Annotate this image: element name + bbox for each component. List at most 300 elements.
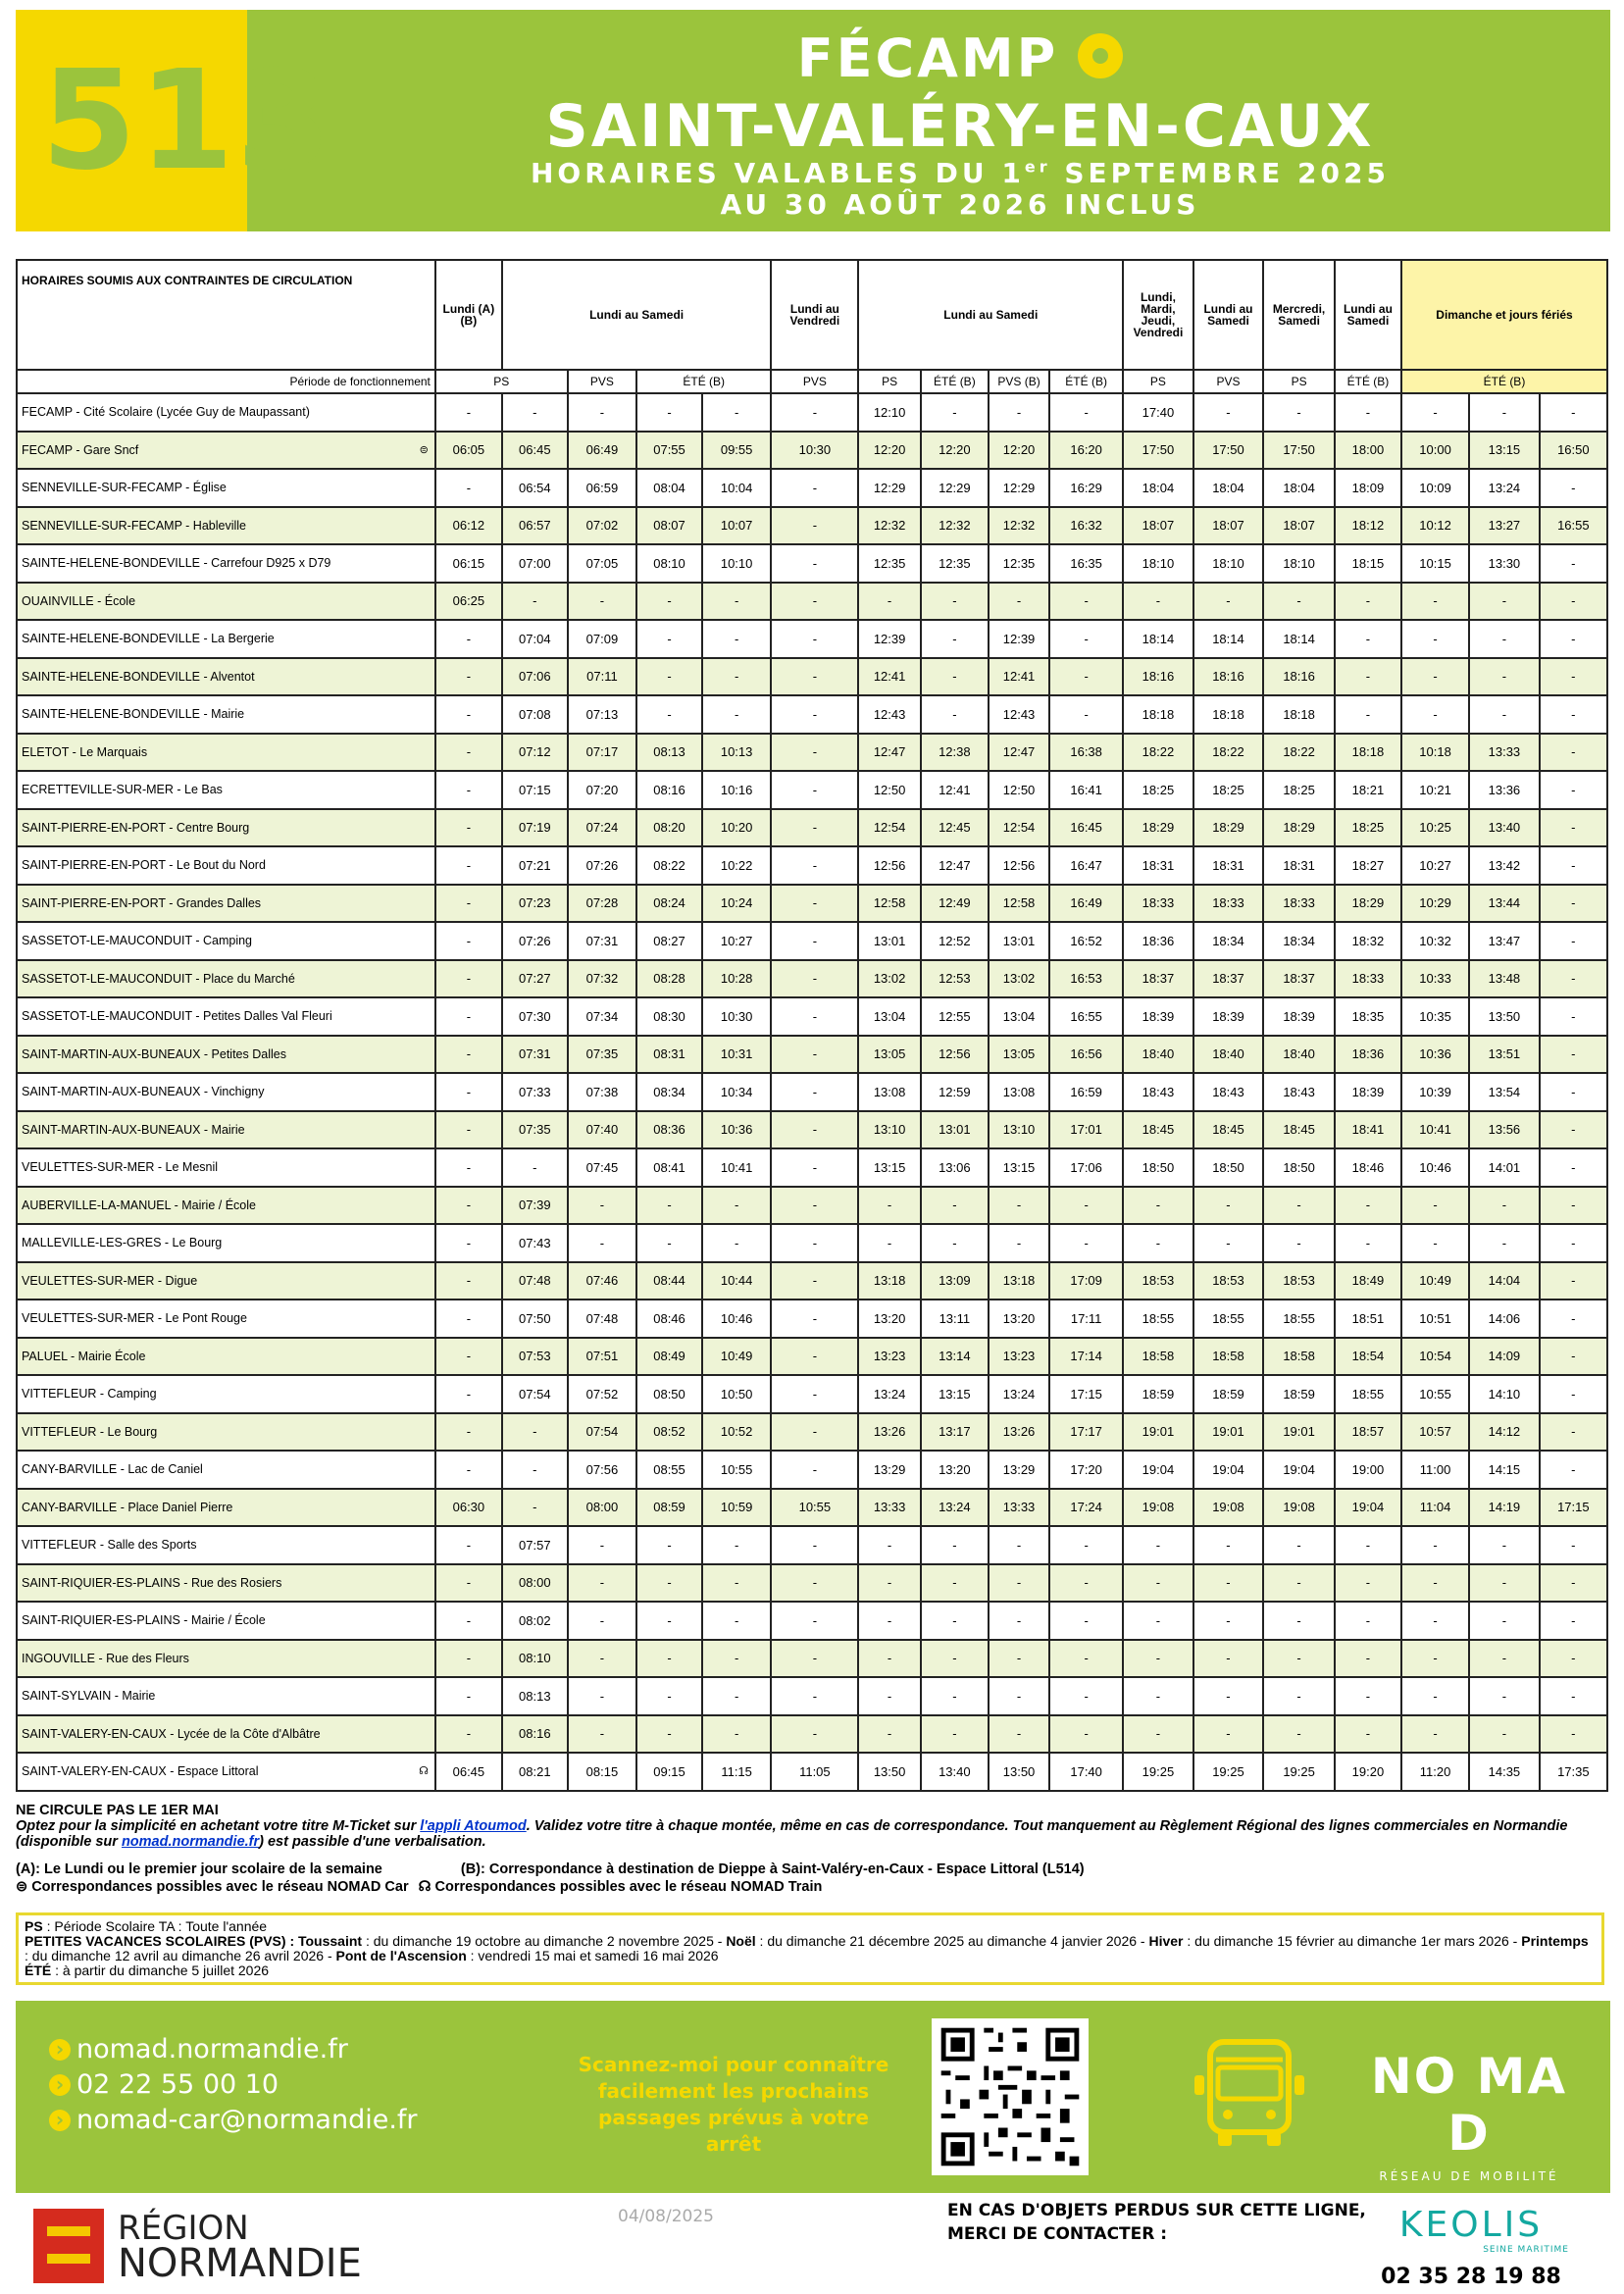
time-cell: -	[435, 1300, 502, 1338]
time-cell: 12:53	[921, 960, 989, 998]
time-cell: -	[1469, 620, 1540, 658]
table-row	[17, 1187, 1607, 1225]
stop-name	[17, 1640, 435, 1678]
time-cell: 12:54	[858, 809, 920, 847]
time-cell: 07:21	[502, 846, 568, 885]
time-cell: 18:50	[1263, 1148, 1335, 1187]
time-cell: 12:58	[989, 885, 1049, 923]
time-cell: 07:02	[568, 507, 636, 545]
time-cell: 14:04	[1469, 1262, 1540, 1300]
time-cell: -	[1469, 658, 1540, 696]
keolis-brand	[1373, 2205, 1569, 2289]
stop-name	[17, 1451, 435, 1489]
period-label: Période de fonctionnement	[17, 370, 435, 393]
time-cell: 19:01	[1263, 1413, 1335, 1452]
time-cell: 18:15	[1335, 544, 1401, 583]
time-cell: -	[435, 846, 502, 885]
time-cell: -	[568, 1715, 636, 1754]
time-cell: -	[702, 1715, 771, 1754]
table-row	[17, 960, 1607, 998]
notes	[16, 1803, 1604, 1895]
note-a: (A): Le Lundi ou le premier jour scolaire de la semaine	[16, 1861, 382, 1877]
stop-label: INGOUVILLE - Rue des Fleurs	[22, 1651, 189, 1665]
time-cell: 13:50	[1469, 997, 1540, 1036]
time-cell: -	[771, 771, 858, 809]
time-cell: 12:56	[858, 846, 920, 885]
time-cell: -	[435, 1564, 502, 1603]
time-cell: -	[636, 1526, 702, 1564]
table-row	[17, 1036, 1607, 1074]
time-cell: -	[1540, 658, 1607, 696]
stop-label: SAINT-RIQUIER-ES-PLAINS - Rue des Rosiers	[22, 1575, 282, 1590]
time-cell: -	[435, 960, 502, 998]
phone-link[interactable]: › 02 22 55 00 10	[49, 2067, 418, 2103]
time-cell: 07:23	[502, 885, 568, 923]
destination-title: SAINT-VALÉRY-EN-CAUX	[545, 92, 1375, 161]
time-cell: -	[1193, 1526, 1264, 1564]
time-cell: 13:15	[989, 1148, 1049, 1187]
time-cell: 12:32	[921, 507, 989, 545]
time-cell: -	[989, 1677, 1049, 1715]
time-cell: -	[771, 583, 858, 621]
time-cell: 18:31	[1193, 846, 1264, 885]
hiver-text: : du dimanche 15 février au dimanche 1er mars 2026 -	[1183, 1933, 1522, 1949]
time-cell: 09:55	[702, 432, 771, 470]
time-cell: 12:49	[921, 885, 989, 923]
time-cell: -	[1123, 1224, 1193, 1262]
time-cell: 18:35	[1335, 997, 1401, 1036]
stop-name	[17, 1753, 435, 1791]
time-cell: -	[989, 1564, 1049, 1603]
time-cell: 18:40	[1123, 1036, 1193, 1074]
time-cell: -	[568, 1564, 636, 1603]
time-cell: 18:10	[1123, 544, 1193, 583]
time-cell: -	[771, 695, 858, 734]
time-cell: 13:01	[989, 922, 1049, 960]
qr-code[interactable]	[932, 2018, 1089, 2175]
time-cell: 09:15	[636, 1753, 702, 1791]
stop-label: SAINT-MARTIN-AUX-BUNEAUX - Petites Dalles	[22, 1046, 286, 1061]
time-cell: -	[771, 885, 858, 923]
time-cell: 07:12	[502, 734, 568, 772]
time-cell: 18:27	[1335, 846, 1401, 885]
lost-line-2: MERCI DE CONTACTER :	[947, 2224, 1168, 2244]
time-cell: 13:33	[989, 1489, 1049, 1527]
keolis-phone[interactable]: 02 35 28 19 88	[1381, 2265, 1561, 2289]
time-cell: -	[1263, 1224, 1335, 1262]
time-cell: -	[435, 1338, 502, 1376]
time-cell: -	[435, 1413, 502, 1452]
time-cell: -	[1193, 393, 1264, 432]
time-cell: 18:34	[1263, 922, 1335, 960]
time-cell: 17:40	[1123, 393, 1193, 432]
time-cell: 12:47	[989, 734, 1049, 772]
time-cell: 08:00	[502, 1564, 568, 1603]
table-row	[17, 885, 1607, 923]
time-cell: -	[771, 809, 858, 847]
table-row	[17, 544, 1607, 583]
time-cell: -	[1540, 1640, 1607, 1678]
time-cell: 16:29	[1049, 469, 1123, 507]
time-cell: 10:54	[1401, 1338, 1469, 1376]
time-cell: -	[771, 620, 858, 658]
time-cell: 16:52	[1049, 922, 1123, 960]
time-cell: -	[435, 1148, 502, 1187]
region-bottom: NORMANDIE	[118, 2241, 362, 2286]
time-cell: -	[1335, 620, 1401, 658]
time-cell: -	[636, 1715, 702, 1754]
time-cell: -	[1469, 583, 1540, 621]
table-row	[17, 695, 1607, 734]
time-cell: 18:25	[1335, 809, 1401, 847]
stop-name	[17, 997, 435, 1036]
time-cell: 10:55	[771, 1489, 858, 1527]
time-cell: 07:48	[568, 1300, 636, 1338]
stop-label: SENNEVILLE-SUR-FECAMP - Hableville	[22, 518, 246, 533]
time-cell: -	[502, 1489, 568, 1527]
time-cell: 06:12	[435, 507, 502, 545]
time-cell: -	[702, 1224, 771, 1262]
time-cell: 18:18	[1193, 695, 1264, 734]
stop-label: ELETOT - Le Marquais	[22, 744, 148, 759]
time-cell: -	[1540, 1300, 1607, 1338]
nomad-link[interactable]: nomad.normandie.fr	[121, 1834, 260, 1850]
time-cell: -	[1540, 809, 1607, 847]
time-cell: 10:15	[1401, 544, 1469, 583]
time-cell: 12:45	[921, 809, 989, 847]
time-cell: 17:15	[1049, 1375, 1123, 1413]
table-row	[17, 1526, 1607, 1564]
time-cell: 17:50	[1123, 432, 1193, 470]
time-cell: 11:15	[702, 1753, 771, 1791]
time-cell: 18:10	[1193, 544, 1264, 583]
time-cell: 07:56	[568, 1451, 636, 1489]
time-cell: -	[1401, 620, 1469, 658]
time-cell: 08:55	[636, 1451, 702, 1489]
time-cell: -	[1540, 1148, 1607, 1187]
time-cell: 18:25	[1123, 771, 1193, 809]
time-cell: 16:56	[1049, 1036, 1123, 1074]
time-cell: -	[1469, 1715, 1540, 1754]
time-cell: 18:18	[1123, 695, 1193, 734]
time-cell: -	[1049, 658, 1123, 696]
stop-label: SAINT-PIERRE-EN-PORT - Centre Bourg	[22, 820, 250, 835]
time-cell: -	[435, 1602, 502, 1640]
time-cell: 12:20	[858, 432, 920, 470]
time-cell: 18:59	[1123, 1375, 1193, 1413]
time-cell: 13:51	[1469, 1036, 1540, 1074]
stop-name	[17, 1489, 435, 1527]
time-cell: -	[1469, 1187, 1540, 1225]
time-cell: -	[636, 1677, 702, 1715]
ete-label: ÉTÉ	[25, 1963, 52, 1978]
time-cell: -	[1401, 1602, 1469, 1640]
time-cell: -	[1401, 1677, 1469, 1715]
origin-title	[310, 27, 1610, 89]
time-cell: -	[636, 1564, 702, 1603]
stop-label: SAINT-PIERRE-EN-PORT - Grandes Dalles	[22, 895, 262, 910]
time-cell: -	[1335, 658, 1401, 696]
time-cell: 18:25	[1193, 771, 1264, 809]
time-cell: -	[1469, 1602, 1540, 1640]
time-cell: 10:27	[702, 922, 771, 960]
time-cell: 18:39	[1263, 997, 1335, 1036]
time-cell: 13:33	[1469, 734, 1540, 772]
time-cell: -	[1193, 1187, 1264, 1225]
time-cell: 07:45	[568, 1148, 636, 1187]
time-cell: 12:29	[858, 469, 920, 507]
time-cell: -	[989, 393, 1049, 432]
time-cell: -	[1335, 1187, 1401, 1225]
time-cell: 07:31	[502, 1036, 568, 1074]
time-cell: 13:02	[858, 960, 920, 998]
corr-car	[16, 1879, 409, 1895]
time-cell: -	[771, 1300, 858, 1338]
time-cell: -	[1540, 1224, 1607, 1262]
time-cell: 13:01	[858, 922, 920, 960]
time-cell: -	[1540, 997, 1607, 1036]
stop-name	[17, 1564, 435, 1603]
time-cell: -	[1540, 1073, 1607, 1111]
time-cell: -	[502, 393, 568, 432]
time-cell: 10:55	[1401, 1375, 1469, 1413]
time-cell: 08:02	[502, 1602, 568, 1640]
time-cell: 11:04	[1401, 1489, 1469, 1527]
stop-label: SASSETOT-LE-MAUCONDUIT - Place du Marché	[22, 971, 295, 986]
stop-name	[17, 1300, 435, 1338]
time-cell: -	[1049, 1715, 1123, 1754]
time-cell: 07:20	[568, 771, 636, 809]
time-cell: 07:09	[568, 620, 636, 658]
time-cell: 13:17	[921, 1413, 989, 1452]
time-cell: -	[435, 469, 502, 507]
time-cell: 07:04	[502, 620, 568, 658]
time-cell: 18:40	[1193, 1036, 1264, 1074]
time-cell: 18:04	[1123, 469, 1193, 507]
time-cell: 12:35	[858, 544, 920, 583]
time-cell: -	[1540, 885, 1607, 923]
stop-name	[17, 695, 435, 734]
time-cell: -	[1049, 1526, 1123, 1564]
time-cell: -	[1049, 393, 1123, 432]
time-cell: -	[568, 1187, 636, 1225]
time-cell: 18:46	[1335, 1148, 1401, 1187]
stop-name	[17, 507, 435, 545]
stop-label: SAINTE-HELENE-BONDEVILLE - Carrefour D925 x D79	[22, 556, 331, 571]
period-header: ÉTÉ (B)	[636, 370, 771, 393]
origin-label: FÉCAMP	[796, 27, 1059, 89]
time-cell: 18:55	[1193, 1300, 1264, 1338]
time-cell: 18:39	[1123, 997, 1193, 1036]
table-row	[17, 1375, 1607, 1413]
time-cell: 10:18	[1401, 734, 1469, 772]
lost-objects-note	[947, 2199, 1366, 2246]
day-group-header: Lundi au Samedi	[502, 260, 771, 370]
time-cell: 12:55	[921, 997, 989, 1036]
stop-name	[17, 1073, 435, 1111]
time-cell: -	[1540, 1262, 1607, 1300]
time-cell: -	[858, 1564, 920, 1603]
time-cell: 18:58	[1193, 1338, 1264, 1376]
time-cell: 18:58	[1123, 1338, 1193, 1376]
time-cell: 10:30	[771, 432, 858, 470]
time-cell: 16:55	[1049, 997, 1123, 1036]
train-icon: ☊	[418, 1879, 435, 1895]
time-cell: -	[1469, 1224, 1540, 1262]
nomad-subtitle: RÉSEAU DE MOBILITÉ	[1379, 2169, 1559, 2183]
time-cell: 13:54	[1469, 1073, 1540, 1111]
time-cell: 18:22	[1263, 734, 1335, 772]
time-cell: 12:29	[921, 469, 989, 507]
time-cell: -	[771, 469, 858, 507]
table-row	[17, 1640, 1607, 1678]
atoumod-link[interactable]: l'appli Atoumod	[420, 1818, 527, 1834]
time-cell: 13:44	[1469, 885, 1540, 923]
time-cell: 18:18	[1335, 734, 1401, 772]
time-cell: 16:35	[1049, 544, 1123, 583]
time-cell: -	[435, 1187, 502, 1225]
time-cell: 13:18	[989, 1262, 1049, 1300]
stop-name	[17, 393, 435, 432]
time-cell: -	[1540, 734, 1607, 772]
time-cell: -	[1123, 1640, 1193, 1678]
ascension-label: Pont de l'Ascension	[335, 1948, 467, 1963]
time-cell: -	[771, 1036, 858, 1074]
region-normandie-logo	[33, 2209, 362, 2286]
time-cell: 10:46	[702, 1300, 771, 1338]
time-cell: 17:50	[1193, 432, 1264, 470]
time-cell: 12:32	[989, 507, 1049, 545]
time-cell: 10:41	[1401, 1111, 1469, 1149]
time-cell: 13:24	[989, 1375, 1049, 1413]
time-cell: -	[1401, 1715, 1469, 1754]
table-row	[17, 922, 1607, 960]
time-cell: 07:26	[568, 846, 636, 885]
time-cell: 06:54	[502, 469, 568, 507]
time-cell: 06:45	[502, 432, 568, 470]
time-cell: 18:45	[1123, 1111, 1193, 1149]
time-cell: -	[568, 1526, 636, 1564]
time-cell: -	[1263, 1677, 1335, 1715]
time-cell: 08:07	[636, 507, 702, 545]
time-cell: 08:00	[568, 1489, 636, 1527]
time-cell: 13:29	[989, 1451, 1049, 1489]
time-cell: -	[1193, 583, 1264, 621]
time-cell: -	[636, 1224, 702, 1262]
time-cell: -	[1540, 1338, 1607, 1376]
stop-label: CANY-BARVILLE - Place Daniel Pierre	[22, 1500, 233, 1514]
time-cell: -	[702, 620, 771, 658]
time-cell: -	[568, 1602, 636, 1640]
keolis-logo: KEOLIS	[1398, 2205, 1544, 2245]
document-date: 04/08/2025	[618, 2207, 714, 2226]
time-cell: 16:55	[1540, 507, 1607, 545]
time-cell: -	[636, 658, 702, 696]
nomad-logo: NO MA D	[1370, 2048, 1568, 2162]
day-group-header: Lundi au Samedi	[1335, 260, 1401, 370]
time-cell: 13:24	[858, 1375, 920, 1413]
time-cell: 12:50	[989, 771, 1049, 809]
time-cell: -	[858, 1224, 920, 1262]
notes-ab	[16, 1861, 1604, 1877]
time-cell: 12:56	[921, 1036, 989, 1074]
time-cell: 07:52	[568, 1375, 636, 1413]
time-cell: -	[1193, 1224, 1264, 1262]
time-cell: 07:17	[568, 734, 636, 772]
time-cell: 07:35	[502, 1111, 568, 1149]
time-cell: -	[989, 1602, 1049, 1640]
time-cell: 13:23	[858, 1338, 920, 1376]
time-cell: -	[989, 583, 1049, 621]
stop-name	[17, 1375, 435, 1413]
stop-label: VEULETTES-SUR-MER - Digue	[22, 1273, 198, 1288]
time-cell: -	[858, 1715, 920, 1754]
time-cell: 07:34	[568, 997, 636, 1036]
time-cell: -	[1540, 1677, 1607, 1715]
time-cell: -	[1263, 583, 1335, 621]
time-cell: 19:25	[1193, 1753, 1264, 1791]
time-cell: 13:09	[921, 1262, 989, 1300]
time-cell: -	[1401, 1526, 1469, 1564]
time-cell: 10:59	[702, 1489, 771, 1527]
time-cell: 07:08	[502, 695, 568, 734]
time-cell: 18:43	[1193, 1073, 1264, 1111]
email-link[interactable]: › nomad-car@normandie.fr	[49, 2103, 418, 2138]
time-cell: 13:48	[1469, 960, 1540, 998]
time-cell: 18:33	[1123, 885, 1193, 923]
time-cell: -	[1540, 1413, 1607, 1452]
time-cell: 07:53	[502, 1338, 568, 1376]
table-row	[17, 1489, 1607, 1527]
hiver-label: Hiver	[1148, 1933, 1184, 1949]
time-cell: 16:49	[1049, 885, 1123, 923]
time-cell: 14:15	[1469, 1451, 1540, 1489]
time-cell: 10:10	[702, 544, 771, 583]
time-cell: -	[1540, 469, 1607, 507]
time-cell: 10:22	[702, 846, 771, 885]
time-cell: 18:29	[1335, 885, 1401, 923]
time-cell: -	[771, 1715, 858, 1754]
time-cell: 12:47	[921, 846, 989, 885]
time-cell: -	[435, 1375, 502, 1413]
time-cell: 11:05	[771, 1753, 858, 1791]
table-row	[17, 1715, 1607, 1754]
time-cell: 06:45	[435, 1753, 502, 1791]
table-row	[17, 658, 1607, 696]
corr-train-label: Correspondances possibles avec le réseau NOMAD Train	[434, 1879, 823, 1895]
time-cell: 08:49	[636, 1338, 702, 1376]
time-cell: -	[1049, 1677, 1123, 1715]
time-cell: 08:34	[636, 1073, 702, 1111]
website-link[interactable]: › nomad.normandie.fr	[49, 2032, 418, 2067]
stop-name	[17, 583, 435, 621]
time-cell: -	[1123, 1187, 1193, 1225]
period-header: ÉTÉ (B)	[1049, 370, 1123, 393]
time-cell: 06:30	[435, 1489, 502, 1527]
time-cell: 18:29	[1193, 809, 1264, 847]
time-cell: 12:52	[921, 922, 989, 960]
time-cell: 18:59	[1263, 1375, 1335, 1413]
time-cell: -	[435, 771, 502, 809]
time-cell: -	[435, 1677, 502, 1715]
time-cell: -	[921, 1564, 989, 1603]
time-cell: 18:33	[1263, 885, 1335, 923]
time-cell: 12:41	[921, 771, 989, 809]
time-cell: -	[435, 734, 502, 772]
mticket-note	[16, 1818, 1604, 1850]
table-row	[17, 771, 1607, 809]
period-header: ÉTÉ (B)	[921, 370, 989, 393]
